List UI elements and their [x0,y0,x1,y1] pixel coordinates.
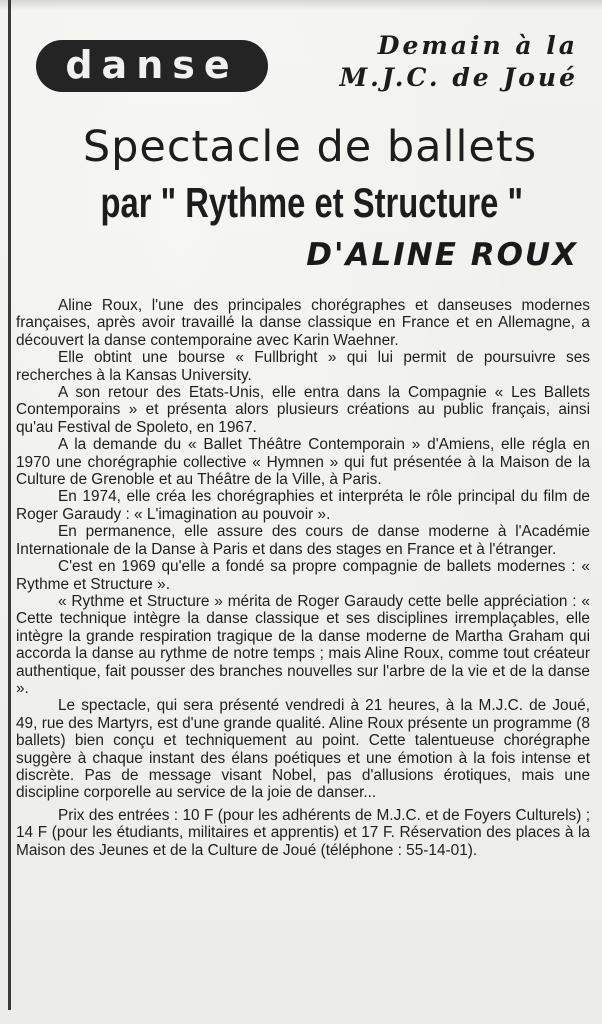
article-paragraph: En permanence, elle assure des cours de danse moderne à l'Académie Internationale de la Danse à Paris et dans des stages en France et à l'étranger. [16,523,590,558]
event-kicker [298,30,578,94]
article-paragraph: « Rythme et Structure » mérita de Roger Garaudy cette belle appréciation : « Cette technique intègre la danse classique et ses disciplines irremplaçables, elle intègre la grande respiration tragique de la danse moderne de Martha Graham qui accorda la danse au rythme de notre temps ; mais Aline Roux, comme tout créateur authentique, fait pousser des branches nouvelles sur l'arbre de la vie et de la danse ». [16,592,590,697]
article-paragraph: En 1974, elle créa les chorégraphies et interpréta le rôle principal du film de Roger Garaudy : « L'imagination au pouvoir ». [16,488,590,523]
article-paragraph: A la demande du « Ballet Théâtre Contemporain » d'Amiens, elle régla en 1970 une chorégraphie collective « Hymnen » qui fut présentée à la Maison de la Culture de Grenoble et au Théâtre de la Ville, à Paris. [16,436,590,489]
section-label: danse [36,40,268,92]
article-paragraph: C'est en 1969 qu'elle a fondé sa propre compagnie de ballets modernes : « Rythme et Structure ». [16,558,590,593]
event-line-1: Demain à la [377,31,578,60]
headline-line-1: Spectacle de ballets [82,122,538,172]
paper-edge-shadow [0,0,602,10]
event-line-2: M.J.C. de Joué [339,63,578,92]
byline: D'ALINE ROUX [306,237,578,273]
article-paragraph: Elle obtint une bourse « Fullbright » qui lui permit de poursuivre ses recherches à la Kansas University. [16,349,590,384]
article-paragraph: Le spectacle, qui sera présenté vendredi à 21 heures, à la M.J.C. de Joué, 49, rue des Martyrs, est d'une grande qualité. Aline Roux présente un programme (8 ballets) bien conçu et techniquement au point. Cette talentueuse chorégraphe suggère à chaque instant des élans poétiques et une émotion à la fois intense et discrète. Pas de message visant Nobel, pas d'allusions érotiques, mais une discipline corporelle au service de la joie de danser... [16,697,590,802]
article-paragraph-prices: Prix des entrées : 10 F (pour les adhérents de M.J.C. et de Foyers Culturels) ; 14 F (pour les étudiants, militaires et apprentis) et 17 F. Réservation des places à la Maison des Jeunes et de la Culture de Joué (téléphone : 55-14-01). [16,806,590,859]
headline-line-2: par " Rythme et Structure " [100,179,523,226]
article-paragraph: A son retour des Etats-Unis, elle entra dans la Compagnie « Les Ballets Contemporains » et présenta alors plusieurs créations au public français, ainsi qu'au Festival de Spoleto, en 1967. [16,384,590,436]
article-paragraph: Aline Roux, l'une des principales chorégraphes et danseuses modernes françaises, après avoir travaillé la danse classique en France et en Allemagne, a découvert la danse contemporaine avec Karin Waehner. [16,297,590,349]
article-body [16,297,590,859]
